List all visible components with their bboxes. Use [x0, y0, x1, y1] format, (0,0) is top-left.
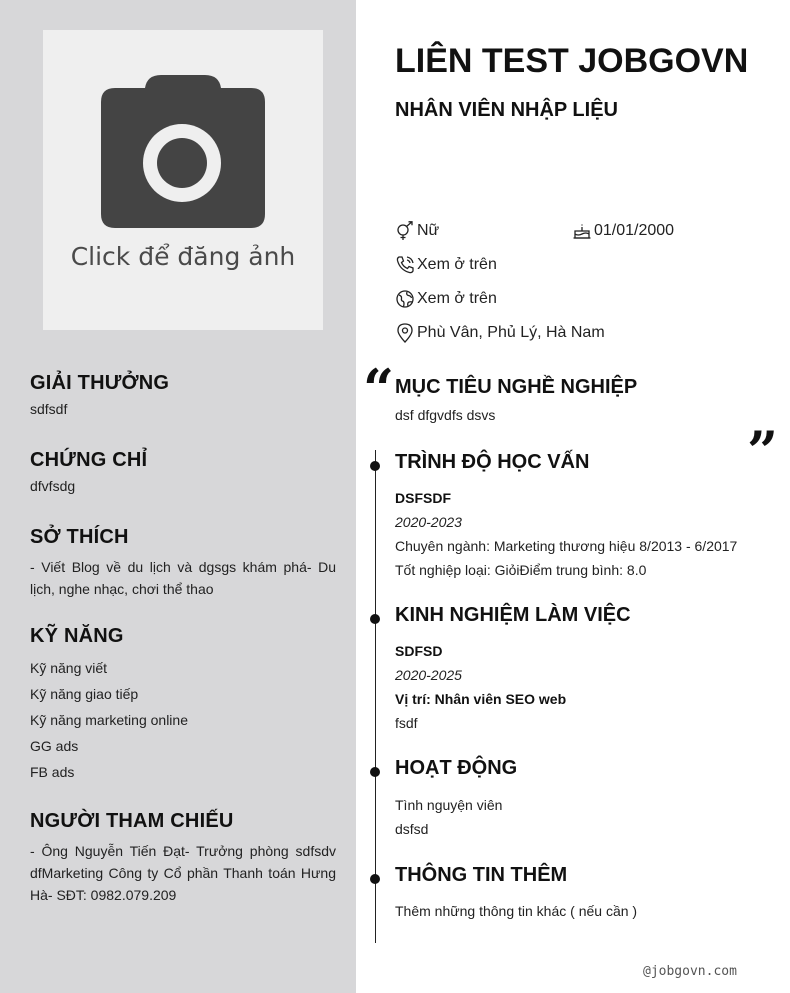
skill-item: Kỹ năng marketing online [30, 712, 188, 728]
education-period: 2020-2023 [395, 514, 462, 530]
education-section [395, 451, 765, 582]
section-title: GIẢI THƯỞNG [30, 372, 170, 394]
timeline-dot [370, 767, 380, 777]
experience-period: 2020-2025 [395, 667, 462, 683]
company-name: SDFSD [395, 643, 443, 659]
timeline-line [375, 450, 376, 943]
phone-value: Xem ở trên [417, 256, 497, 273]
school-name: DSFSDF [395, 490, 451, 506]
awards-text: sdfsdf [30, 401, 68, 417]
section-title: MỤC TIÊU NGHỀ NGHIỆP [395, 376, 638, 398]
website-value: Xem ở trên [417, 290, 497, 307]
timeline-dot [370, 614, 380, 624]
phone-icon [395, 255, 415, 275]
gender-value: Nữ [417, 222, 440, 239]
section-title: KINH NGHIỆM LÀM VIỆC [395, 604, 631, 626]
certificates-section [30, 449, 336, 497]
cake-icon [572, 221, 592, 241]
hobbies-section [30, 526, 336, 600]
references-section [30, 810, 336, 906]
timeline-dot [370, 874, 380, 884]
address-value: Phù Vân, Phủ Lý, Hà Nam [417, 324, 605, 341]
experience-description: fsdf [395, 715, 418, 731]
avatar-upload[interactable] [43, 30, 323, 330]
objective-section [395, 376, 755, 427]
website-info [395, 289, 497, 309]
footer-watermark: @jobgovn.com [643, 964, 737, 979]
photo-upload-label: Click để đăng ảnh [70, 242, 296, 271]
quote-open-icon: “ [363, 357, 395, 421]
section-title: THÔNG TIN THÊM [395, 864, 568, 886]
left-sidebar [0, 0, 356, 993]
timeline-dot [370, 461, 380, 471]
certificates-text: dfvfsdg [30, 478, 76, 494]
more-info-section [395, 864, 765, 923]
experience-section [395, 604, 765, 735]
skill-item: Kỹ năng viết [30, 660, 108, 676]
birthday-info [572, 221, 674, 241]
awards-section [30, 372, 336, 420]
activity-role: Tình nguyện viên [395, 797, 503, 813]
phone-info [395, 255, 497, 275]
section-title: TRÌNH ĐỘ HỌC VẤN [395, 451, 590, 473]
section-title: NGƯỜI THAM CHIẾU [30, 810, 234, 832]
birthday-value: 01/01/2000 [594, 222, 675, 239]
references-text: - Ông Nguyễn Tiến Đạt- Trưởng phòng sdfsdv dfMarketing Công ty Cổ phần Thanh toán Hưng Hà- SĐT: 0982.079.209 [30, 843, 336, 903]
activity-description: dsfsd [395, 821, 429, 837]
section-title: KỸ NĂNG [30, 625, 124, 647]
skills-section [30, 625, 336, 785]
location-pin-icon [395, 323, 415, 343]
skill-item: GG ads [30, 738, 79, 754]
more-info-text: Thêm những thông tin khác ( nếu cần ) [395, 903, 638, 919]
objective-text: dsf dfgvdfs dsvs [395, 407, 496, 423]
education-major: Chuyên ngành: Marketing thương hiệu 8/2013 - 6/2017 [395, 538, 738, 554]
candidate-role: NHÂN VIÊN NHẬP LIỆU [395, 99, 618, 121]
candidate-name: LIÊN TEST JOBGOVN [395, 42, 749, 80]
section-title: SỞ THÍCH [30, 526, 129, 548]
section-title: HOẠT ĐỘNG [395, 757, 518, 779]
address-info [395, 323, 605, 343]
gender-icon [395, 221, 415, 241]
education-grade: Tốt nghiệp loại: GiỏiĐiểm trung bình: 8.0 [395, 562, 647, 578]
quote-close-icon: ” [747, 419, 779, 483]
skill-item: FB ads [30, 764, 75, 780]
activities-section [395, 757, 765, 841]
experience-position: Vị trí: Nhân viên SEO web [395, 691, 567, 707]
camera-icon [99, 74, 267, 232]
globe-icon [395, 289, 415, 309]
hobbies-text: - Viết Blog về du lịch và dgsgs khám phá- Du lịch, nghe nhạc, chơi thể thao [30, 559, 336, 597]
skill-item: Kỹ năng giao tiếp [30, 686, 139, 702]
gender-info [395, 221, 439, 241]
section-title: CHỨNG CHỈ [30, 449, 148, 471]
